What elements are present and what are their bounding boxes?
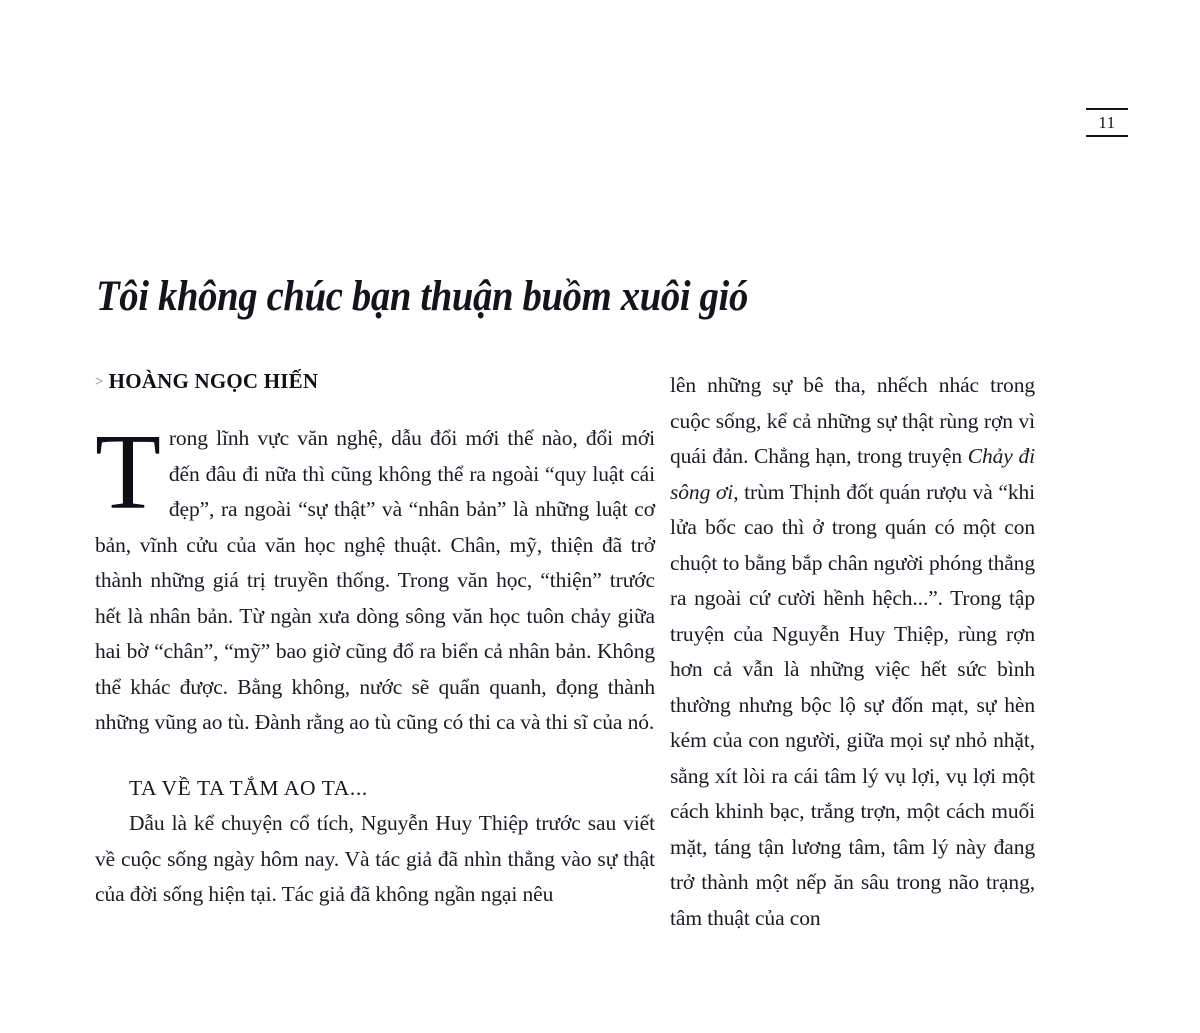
drop-cap-letter: T [95,413,161,532]
article-title: Tôi không chúc bạn thuận buồm xuôi gió [96,272,748,320]
opening-paragraph [95,413,655,741]
opening-paragraph-text: rong lĩnh vực văn nghệ, dẫu đổi mới thế nào, đổi mới đến đâu đi nữa thì cũng không thể ra ngoài “quy luật cái đẹp”, ra ngoài “sự thật” và “nhân bản” là những luật cơ bản, vĩnh cửu của văn học nghệ thuật. Chân, mỹ, thiện đã trở thành những giá trị truyền thống. Trong văn học, “thiện” trước hết là nhân bản. Từ ngàn xưa dòng sông văn học tuôn chảy giữa hai bờ “chân”, “mỹ” bao giờ cũng đổ ra biển cả nhân bản. Không thể khác được. Bằng không, nước sẽ quẩn quanh, đọng thành những vũng ao tù. Đành rằng ao tù cũng có thi ca và thi sĩ của nó. [95,426,655,734]
byline-author-name: HOÀNG NGỌC HIẾN [108,369,319,393]
folio-rule-bottom [1086,135,1128,137]
page-number: 11 [1098,113,1116,132]
article-body-columns [95,368,1035,928]
article-byline [95,368,655,395]
continuation-paragraph [670,368,1035,936]
left-column [95,368,655,928]
byline-chevron-icon: > [95,374,104,390]
page-folio [1086,108,1128,137]
right-column [670,368,1035,928]
paragraph-2: Dẫu là kể chuyện cổ tích, Nguyễn Huy Thiệp trước sau viết về cuộc sống ngày hôm nay. Và tác giả đã nhìn thẳng vào sự thật của đời sống hiện tại. Tác giả đã không ngần ngại nêu [95,811,655,906]
continuation-text-part-2: , trùm Thịnh đốt quán rượu và “khi lửa bốc cao thì ở trong quán có một con chuột to bằng bắp chân người phóng thẳng ra ngoài cứ cười hềnh hệch...”. Trong tập truyện của Nguyễn Huy Thiệp, rùng rợn hơn cả vẫn là những việc hết sức bình thường nhưng bộc lộ sự đốn mạt, sự hèn kém của con người, giữa mọi sự nhỏ nhặt, sằng xít lòi ra cái tâm lý vụ lợi, vụ lợi một cách khinh bạc, trắng trợn, một cách muối mặt, táng tận lương tâm, tâm lý này đang trở thành một nếp ăn sâu trong não trạng, tâm thuật của con [670,479,1035,930]
section-subheading: TA VỀ TA TẮM AO TA... [129,775,368,800]
referenced-story-title: Chảy đi sông ơi [670,444,1035,504]
continuation-text-part-1: lên những sự bê tha, nhếch nhác trong cuộc sống, kể cả những sự thật rùng rợn vì quái đản. Chẳng hạn, trong truyện [670,373,1035,468]
